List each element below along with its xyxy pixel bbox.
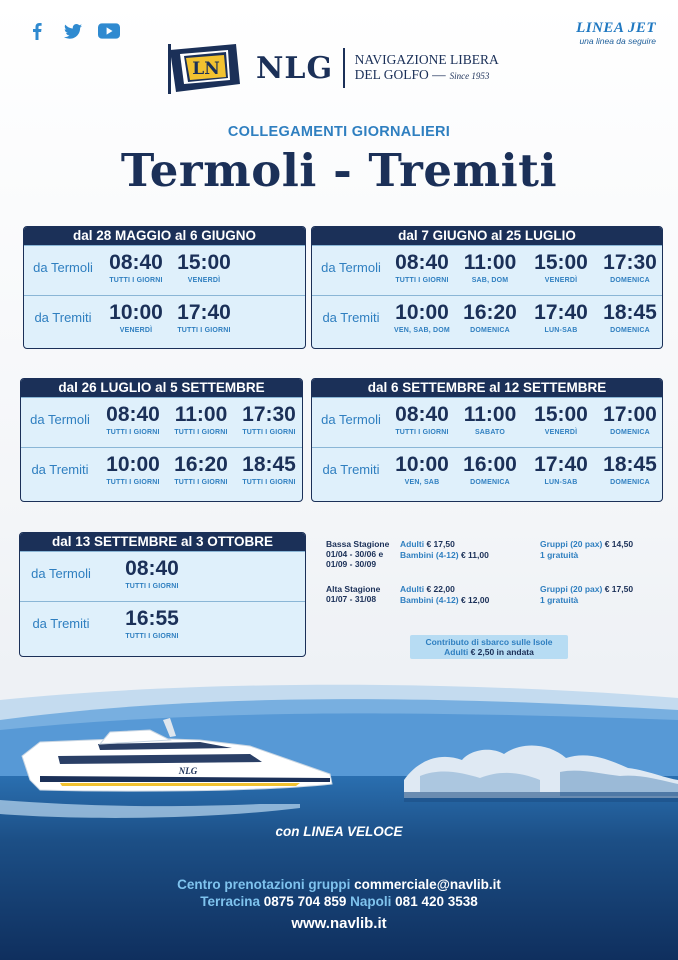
departure-time: 10:00 (395, 453, 449, 476)
phone-number[interactable]: 081 420 3538 (395, 894, 478, 909)
route-label: da Tremiti (34, 310, 92, 325)
departure-days: DOMENICA (610, 277, 650, 284)
departure (102, 301, 170, 334)
departure (527, 301, 595, 334)
route-row-tremiti (312, 295, 662, 345)
route-row-termoli (20, 551, 305, 601)
fare-price: € 14,50 (604, 539, 634, 549)
low-season-groups (540, 539, 633, 560)
period-header: dal 26 LUGLIO al 5 SETTEMBRE (21, 379, 302, 397)
low-season (326, 539, 389, 569)
fare-groups (540, 584, 633, 594)
departure-time: 08:40 (125, 557, 179, 580)
departure (596, 251, 663, 284)
departure-time: 18:45 (603, 301, 657, 324)
departure (596, 301, 663, 334)
fare-label: Adulti (400, 584, 425, 594)
fare-price: € 22,00 (426, 584, 455, 594)
route-row-tremiti (21, 447, 302, 497)
brand-line-2 (355, 67, 499, 84)
route-label: da Termoli (33, 260, 93, 275)
landing-fee-price (410, 647, 568, 657)
low-season-fares (400, 539, 489, 560)
departure-time: 08:40 (106, 403, 160, 426)
service-line-name: LINEA VELOCE (303, 824, 403, 839)
departure-days: TUTTI I GIORNI (174, 479, 228, 486)
departure-days: VENERDÌ (544, 277, 578, 284)
departure-time: 11:00 (463, 251, 517, 274)
landing-fee-note (410, 635, 568, 659)
departure-time: 10:00 (106, 453, 160, 476)
departure-days: TUTTI I GIORNI (125, 583, 179, 590)
youtube-icon[interactable] (98, 22, 120, 40)
route-label: da Termoli (321, 412, 381, 427)
departure (388, 453, 456, 486)
footer-groups (0, 877, 678, 892)
period-header: dal 13 SETTEMBRE al 3 OTTOBRE (20, 533, 305, 551)
linea-jet-tagline: una linea da seguire (579, 36, 656, 46)
season-name: Bassa Stagione (326, 539, 390, 549)
page-subtitle: COLLEGAMENTI GIORNALIERI (227, 124, 451, 140)
route-row-tremiti (24, 295, 305, 345)
departure-days: TUTTI I GIORNI (177, 327, 231, 334)
departure (235, 403, 303, 436)
fare-label: Gruppi (20 pax) (540, 584, 603, 594)
route-label: da Tremiti (322, 310, 380, 325)
fare-label: Adulti (400, 539, 425, 549)
fare-label: Bambini (4-12) (400, 550, 459, 560)
departure-time: 17:40 (534, 453, 588, 476)
departure-time: 17:40 (534, 301, 588, 324)
departure-days: DOMENICA (470, 327, 510, 334)
fare-label: Gruppi (20 pax) (540, 539, 603, 549)
nlg-logo (166, 40, 499, 96)
departure-time: 11:00 (463, 403, 517, 426)
facebook-icon[interactable] (26, 22, 48, 40)
departure (596, 453, 663, 486)
departure (527, 453, 595, 486)
departure-time: 16:55 (125, 607, 179, 630)
route-label: da Termoli (31, 566, 91, 581)
fare-kids (400, 595, 489, 605)
departure (167, 453, 235, 486)
departure-time: 18:45 (242, 453, 296, 476)
departure-time: 08:40 (395, 251, 449, 274)
departure-time: 16:00 (463, 453, 517, 476)
departure-days: TUTTI I GIORNI (242, 429, 296, 436)
departure (170, 301, 238, 334)
departure (102, 251, 170, 284)
departure-days: SAB, DOM (471, 277, 509, 284)
fare-price: € 17,50 (604, 584, 634, 594)
departure-time: 17:30 (242, 403, 296, 426)
route-row-termoli (312, 397, 662, 447)
timetable-period-3 (20, 378, 303, 502)
timetable-period-4 (311, 378, 663, 502)
departure-days: LUN-SAB (544, 327, 578, 334)
departure (527, 251, 595, 284)
departure (388, 301, 456, 334)
departure-days: VEN, SAB, DOM (394, 327, 450, 334)
departure-days: VENERDÌ (544, 429, 578, 436)
departure-time: 16:20 (463, 301, 517, 324)
departure-days: DOMENICA (610, 429, 650, 436)
route-row-termoli (312, 245, 662, 295)
landing-fee-title: Contributo di sbarco sulle Isole (425, 637, 553, 647)
svg-text:LN: LN (192, 59, 220, 79)
phone-number[interactable]: 0875 704 859 (263, 894, 347, 909)
fare-groups (540, 539, 633, 549)
timetable-period-1 (23, 226, 306, 349)
departure (99, 453, 167, 486)
departure (456, 453, 524, 486)
departure (235, 453, 303, 486)
departure-time: 08:40 (395, 403, 449, 426)
departure-time: 17:40 (177, 301, 231, 324)
city-label: Napoli (350, 894, 392, 909)
brand-line-2-text: DEL GOLFO (354, 67, 429, 82)
brand-since: Since 1953 (449, 71, 490, 81)
departure-time: 15:00 (534, 251, 588, 274)
route-row-termoli (24, 245, 305, 295)
departure-time: 11:00 (174, 403, 228, 426)
period-header: dal 6 SETTEMBRE al 12 SETTEMBRE (312, 379, 662, 397)
departure-days: TUTTI I GIORNI (174, 429, 228, 436)
period-header: dal 7 GIUGNO al 25 LUGLIO (312, 227, 662, 245)
departure-time: 15:00 (534, 403, 588, 426)
departure-days: TUTTI I GIORNI (106, 429, 160, 436)
departure-time: 17:30 (603, 251, 657, 274)
departure-days: DOMENICA (610, 327, 650, 334)
departure (99, 403, 167, 436)
departure-days: TUTTI I GIORNI (242, 479, 296, 486)
departure (118, 557, 186, 590)
ship-name: NLG (178, 766, 198, 776)
departure-days: SABATO (474, 429, 506, 436)
timetable-period-2 (311, 226, 663, 349)
fare-label: Bambini (4-12) (400, 595, 459, 605)
linea-jet-logo (576, 20, 656, 46)
departure (527, 403, 595, 436)
departure-time: 15:00 (177, 251, 231, 274)
fare-adults (400, 584, 489, 594)
route-row-tremiti (20, 601, 305, 651)
page-title: Termoli - Tremiti (120, 144, 558, 197)
season-name: Alta Stagione (326, 584, 381, 594)
departure-days: LUN-SAB (544, 479, 578, 486)
route-label: da Tremiti (322, 462, 380, 477)
fare-adults (400, 539, 489, 549)
social-links (26, 22, 120, 40)
brand-divider (343, 48, 345, 88)
departure-days: TUTTI I GIORNI (395, 277, 449, 284)
season-dates: 01/09 - 30/09 (326, 559, 377, 569)
high-season (326, 584, 380, 604)
brand-dash: — (432, 67, 446, 82)
departure-days: TUTTI I GIORNI (395, 429, 449, 436)
fare-price: € 12,00 (460, 595, 490, 605)
season-dates: 01/04 - 30/06 e (326, 549, 384, 559)
departure (596, 403, 663, 436)
route-label: da Termoli (321, 260, 381, 275)
nlg-flag-icon (166, 40, 244, 96)
fare-free: 1 gratuità (540, 550, 579, 560)
service-line (0, 824, 678, 839)
high-season-fares (400, 584, 489, 605)
linea-jet-name: LINEA JET (576, 20, 656, 36)
departure (456, 251, 524, 284)
departure (456, 301, 524, 334)
route-label: da Termoli (30, 412, 90, 427)
groups-label: Centro prenotazioni gruppi (177, 877, 351, 892)
twitter-icon[interactable] (62, 22, 84, 40)
departure-days: TUTTI I GIORNI (109, 277, 163, 284)
brand-name (355, 52, 499, 84)
route-label: da Tremiti (32, 616, 90, 631)
departure (167, 403, 235, 436)
departure-time: 08:40 (109, 251, 163, 274)
season-dates: 01/07 - 31/08 (326, 594, 377, 604)
city-label: Terracina (200, 894, 261, 909)
departure-days: TUTTI I GIORNI (125, 633, 179, 640)
departure-days: VEN, SAB (404, 479, 440, 486)
departure-days: DOMENICA (470, 479, 510, 486)
departure-days: TUTTI I GIORNI (106, 479, 160, 486)
fare-free: 1 gratuità (540, 595, 579, 605)
departure-days: VENERDÌ (187, 277, 221, 284)
departure-time: 16:20 (174, 453, 228, 476)
departure (118, 607, 186, 640)
departure-time: 17:00 (603, 403, 657, 426)
route-row-termoli (21, 397, 302, 447)
departure (170, 251, 238, 284)
departure (388, 251, 456, 284)
brand-line-1: NAVIGAZIONE LIBERA (354, 52, 499, 67)
groups-email-link[interactable]: commerciale@navlib.it (354, 877, 501, 892)
service-line-prefix: con (275, 824, 300, 839)
fare-price: € 11,00 (460, 550, 489, 560)
brand-short: NLG (256, 50, 334, 86)
website-link[interactable]: www.navlib.it (291, 915, 387, 932)
departure-days: DOMENICA (610, 479, 650, 486)
route-label: da Tremiti (31, 462, 89, 477)
departure-days: VENERDÌ (119, 327, 153, 334)
departure-time: 10:00 (109, 301, 163, 324)
landing-fee-amount: € 2,50 in andata (470, 647, 534, 657)
period-header: dal 28 MAGGIO al 6 GIUGNO (24, 227, 305, 245)
departure (388, 403, 456, 436)
landing-fee-label: Adulti (444, 647, 469, 657)
departure-time: 10:00 (395, 301, 449, 324)
timetable-period-5 (19, 532, 306, 657)
footer-phones (0, 894, 678, 909)
route-row-tremiti (312, 447, 662, 497)
fare-kids (400, 550, 489, 560)
departure-time: 18:45 (603, 453, 657, 476)
fare-price: € 17,50 (426, 539, 455, 549)
high-season-groups (540, 584, 633, 605)
departure (456, 403, 524, 436)
